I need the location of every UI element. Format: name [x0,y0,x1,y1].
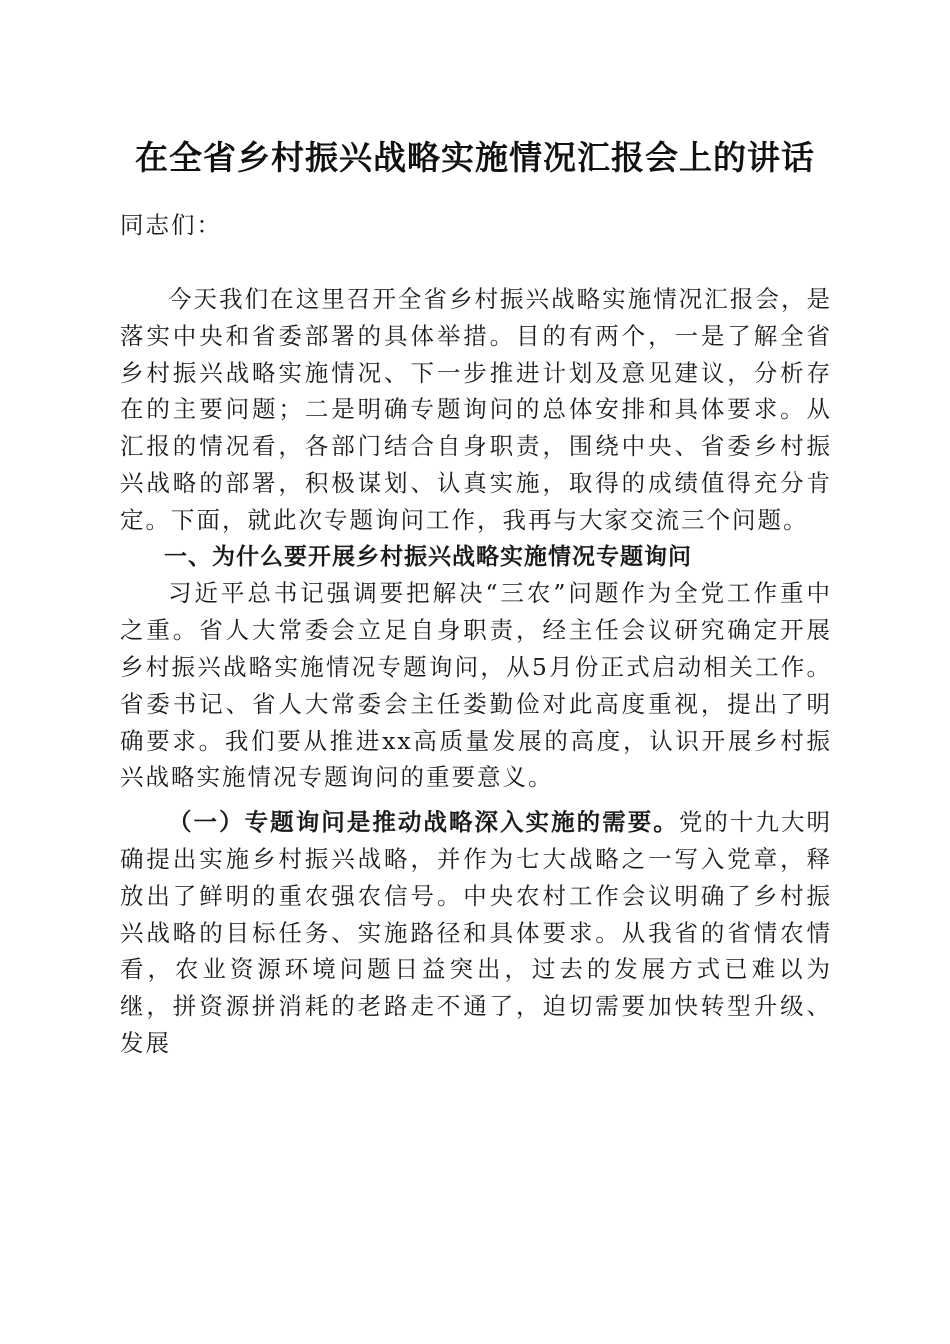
intro-paragraph: 今天我们在这里召开全省乡村振兴战略实施情况汇报会，是落实中央和省委部署的具体举措。目的有两个，一是了解全省乡村振兴战略实施情况、下一步推进计划及意见建议，分析存在的主要问题；二是明确专题询问的总体安排和具体要求。从汇报的情况看，各部门结合自身职责，围绕中央、省委乡村振兴战略的部署，积极谋划、认真实施，取得的成绩值得充分肯定。下面，就此次专题询问工作，我再与大家交流三个问题。 [120,285,832,534]
paragraph-gap [120,796,832,804]
document-body [120,207,832,1062]
section1-paragraph: 习近平总书记强调要把解决“三农”问题作为全党工作重中之重。省人大常委会立足自身职责，经主任会议研究确定开展乡村振兴战略实施情况专题询问，从5月份正式启动相关工作。省委书记、省人大常委会主任娄勤俭对此高度重视，提出了明确要求。我们要从推进xx高质量发展的高度，认识开展乡村振兴战略实施情况专题询问的重要意义。 [120,579,832,792]
salutation: 同志们： [120,211,222,239]
section-heading-1: 一、为什么要开展乡村振兴战略实施情况专题询问 [164,543,692,570]
page-title: 在全省乡村振兴战略实施情况汇报会上的讲话 [135,138,815,177]
subsection-lead-1: （一）专题询问是推动战略深入实施的需要。 [168,808,679,837]
subsection-text-1: 党的十九大明确提出实施乡村振兴战略，并作为七大战略之一写入党章，释放出了鲜明的重农强农信号。中央农村工作会议明确了乡村振兴战略的目标任务、实施路径和具体要求。从我省的省情农情看，农业资源环境问题日益突出，过去的发展方式已难以为继，拼资源拼消耗的老路走不通了，迫切需要加快转型升级、发展 [120,808,833,1057]
subsection-paragraph-1 [120,804,832,1062]
